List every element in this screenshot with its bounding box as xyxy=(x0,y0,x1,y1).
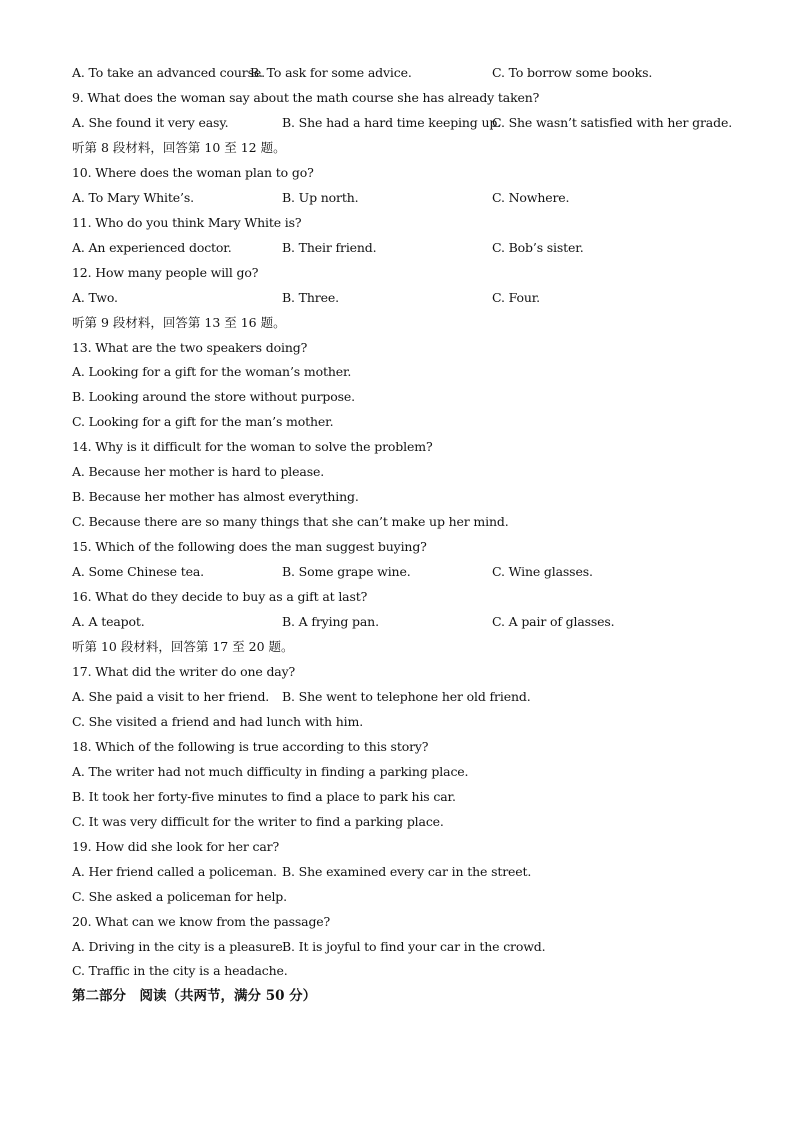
q14-question: 14. Why is it difficult for the woman to solve the problem? xyxy=(72,439,433,454)
q19-option-a: A. Her friend called a policeman. xyxy=(72,864,277,879)
q18-option-b: B. It took her forty-five minutes to find a place to park his car. xyxy=(72,789,456,804)
q17-option-c: C. She visited a friend and had lunch with him. xyxy=(72,714,364,729)
q16-option-c: C. A pair of glasses. xyxy=(492,614,615,629)
q15-option-a: A. Some Chinese tea. xyxy=(72,564,204,579)
q16-option-b: B. A frying pan. xyxy=(282,614,379,629)
q20-option-a: A. Driving in the city is a pleasure. xyxy=(72,939,287,954)
q14-option-c: C. Because there are so many things that she can’t make up her mind. xyxy=(72,514,509,529)
q16-option-a: A. A teapot. xyxy=(72,614,145,629)
q11-option-a: A. An experienced doctor. xyxy=(72,240,232,255)
q9-question: 9. What does the woman say about the math course she has already taken? xyxy=(72,90,540,105)
q8-option-c: C. To borrow some books. xyxy=(492,65,653,80)
section-10-instruction: 听第 10 段材料，回答第 17 至 20 题。 xyxy=(72,639,294,654)
q18-option-c: C. It was very difficult for the writer to find a parking place. xyxy=(72,814,444,829)
q17-option-b: B. She went to telephone her old friend. xyxy=(282,689,531,704)
q8-option-b: B. To ask for some advice. xyxy=(250,65,412,80)
q18-question: 18. Which of the following is true according to this story? xyxy=(72,739,429,754)
q10-option-c: C. Nowhere. xyxy=(492,190,570,205)
q11-option-c: C. Bob’s sister. xyxy=(492,240,584,255)
q13-option-c: C. Looking for a gift for the man’s mother. xyxy=(72,414,334,429)
q15-question: 15. Which of the following does the man suggest buying? xyxy=(72,539,427,554)
q9-option-b: B. She had a hard time keeping up. xyxy=(282,115,502,130)
q13-option-a: A. Looking for a gift for the woman’s mother. xyxy=(72,364,352,379)
q11-option-b: B. Their friend. xyxy=(282,240,377,255)
q19-question: 19. How did she look for her car? xyxy=(72,839,280,854)
q16-question: 16. What do they decide to buy as a gift at last? xyxy=(72,589,368,604)
q17-question: 17. What did the writer do one day? xyxy=(72,664,296,679)
q18-option-a: A. The writer had not much difficulty in finding a parking place. xyxy=(72,764,469,779)
q9-option-a: A. She found it very easy. xyxy=(72,115,229,130)
q12-option-c: C. Four. xyxy=(492,290,541,305)
q15-option-c: C. Wine glasses. xyxy=(492,564,593,579)
q14-option-a: A. Because her mother is hard to please. xyxy=(72,464,325,479)
q12-option-b: B. Three. xyxy=(282,290,339,305)
q10-option-b: B. Up north. xyxy=(282,190,359,205)
q19-option-b: B. She examined every car in the street. xyxy=(282,864,532,879)
section-8-instruction: 听第 8 段材料，回答第 10 至 12 题。 xyxy=(72,140,286,155)
q19-option-c: C. She asked a policeman for help. xyxy=(72,889,287,904)
q13-question: 13. What are the two speakers doing? xyxy=(72,340,308,355)
q17-option-a: A. She paid a visit to her friend. xyxy=(72,689,270,704)
q20-option-b: B. It is joyful to find your car in the crowd. xyxy=(282,939,546,954)
section-9-instruction: 听第 9 段材料，回答第 13 至 16 题。 xyxy=(72,315,286,330)
q12-option-a: A. Two. xyxy=(72,290,118,305)
q9-option-c: C. She wasn’t satisfied with her grade. xyxy=(492,115,733,130)
q11-question: 11. Who do you think Mary White is? xyxy=(72,215,302,230)
q20-option-c: C. Traffic in the city is a headache. xyxy=(72,963,288,978)
q15-option-b: B. Some grape wine. xyxy=(282,564,411,579)
q12-question: 12. How many people will go? xyxy=(72,265,259,280)
q14-option-b: B. Because her mother has almost everything. xyxy=(72,489,359,504)
q13-option-b: B. Looking around the store without purpose. xyxy=(72,389,355,404)
part-2-heading: 第二部分 阅读（共两节，满分 50 分） xyxy=(72,988,317,1004)
q8-option-a: A. To take an advanced course. xyxy=(72,65,265,80)
q20-question: 20. What can we know from the passage? xyxy=(72,914,331,929)
q10-question: 10. Where does the woman plan to go? xyxy=(72,165,314,180)
q10-option-a: A. To Mary White’s. xyxy=(72,190,194,205)
